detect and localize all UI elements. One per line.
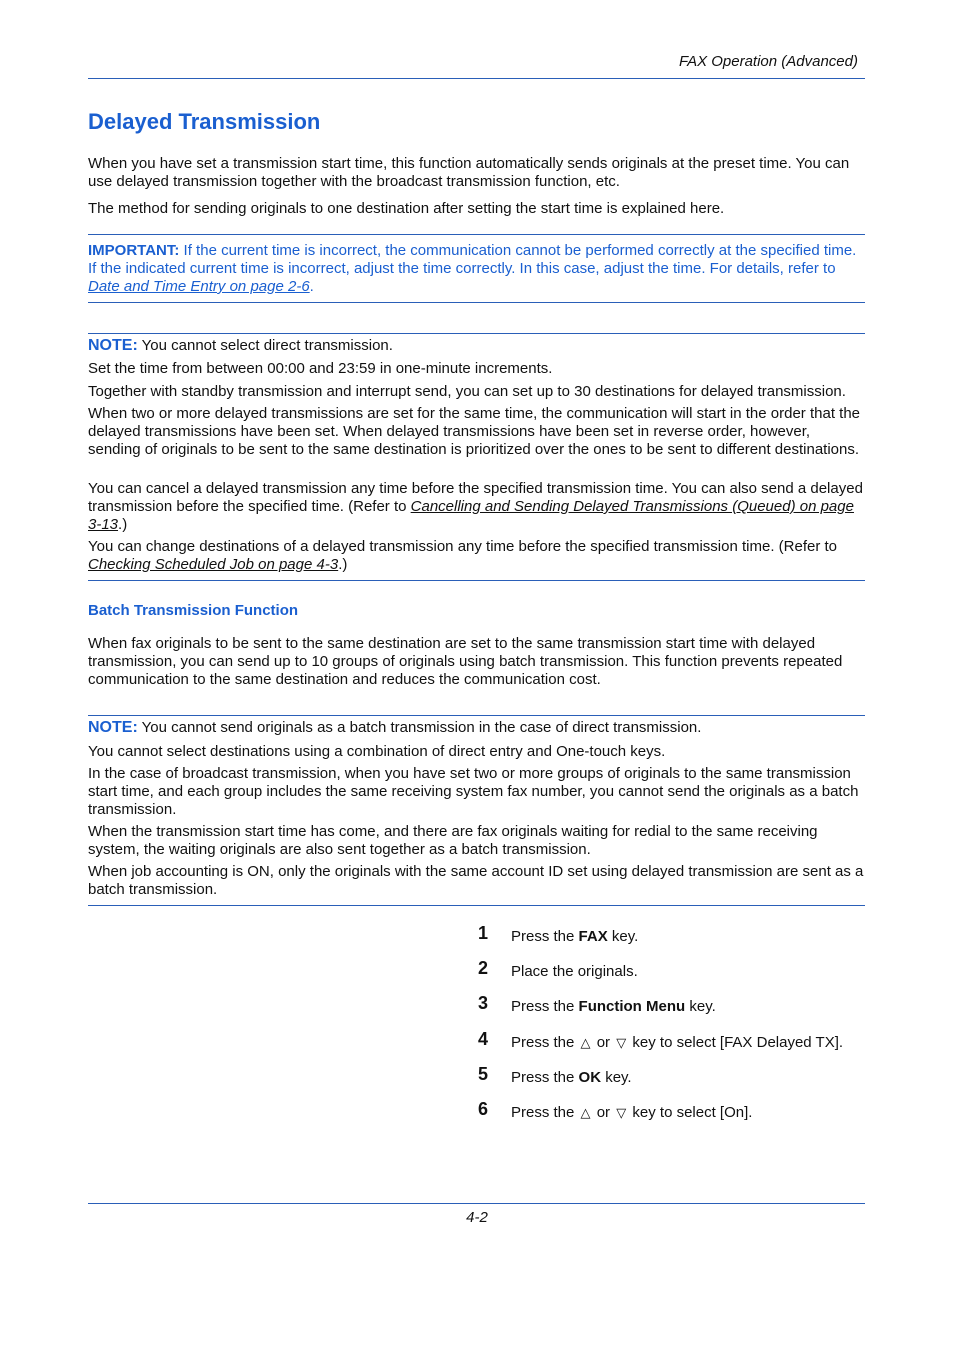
step-2 (478, 958, 878, 983)
step-text: Press the FAX key. (511, 928, 639, 945)
ok-key-label: OK (578, 1069, 602, 1086)
intro-paragraph-1: When you have set a transmission start time, this function automatically sends originals at the preset time. You can use delayed transmission together with the broadcast transmission function, etc. (88, 155, 850, 190)
step-number: 3 (478, 993, 489, 1013)
batch-paragraph: When fax originals to be sent to the same destination are set to the same transmission start time with delayed transmission, you can send up to 10 groups of originals using batch transmission. This function prevents repeated communication to the same destination and reduces the communication cost. (88, 635, 843, 688)
page-number: 4-2 (466, 1209, 488, 1226)
step-text: Press the Function Menu key. (511, 998, 716, 1015)
running-header: FAX Operation (Advanced) (679, 53, 858, 70)
note1-paragraph-3: Together with standby transmission and interrupt send, you can set up to 30 destinations for delayed transmission. (88, 383, 846, 400)
up-arrow-icon: △ (580, 1035, 591, 1050)
footer-rule (88, 1203, 865, 1204)
fax-key-label: FAX (578, 928, 608, 945)
note2-paragraph-2: You cannot select destinations using a combination of direct entry and One-touch keys. (88, 743, 666, 760)
step-6 (478, 1099, 878, 1124)
intro-paragraph-2: The method for sending originals to one destination after setting the start time is explained here. (88, 200, 725, 217)
step-text: Place the originals. (511, 963, 638, 980)
step-number: 5 (478, 1064, 489, 1084)
important-top-rule (88, 234, 865, 235)
down-arrow-icon: ▽ (616, 1035, 627, 1050)
note2-label: NOTE: (88, 719, 138, 736)
header-rule (88, 78, 865, 79)
step-text: Press the △ or ▽ key to select [On]. (511, 1104, 753, 1121)
note2-bottom-rule (88, 905, 865, 906)
page-title: Delayed Transmission (88, 109, 321, 134)
cancelling-delayed-link[interactable]: Cancelling and Sending Delayed Transmissions (Queued) on page 3-13 (88, 498, 854, 533)
important-notice: IMPORTANT: If the current time is incorrect, the communication cannot be performed correctly at the specified time. If the indicated current time is incorrect, adjust the time correctly. In this case, adjust the time. For details, refer to Date and Time Entry on page 2-6. (88, 242, 857, 295)
checking-scheduled-link[interactable]: Checking Scheduled Job on page 4-3 (88, 556, 339, 573)
note2-top-rule (88, 715, 865, 716)
note1-bottom-rule (88, 580, 865, 581)
note1-top-rule (88, 333, 865, 334)
step-text: Press the OK key. (511, 1069, 632, 1086)
step-1 (478, 923, 878, 948)
function-menu-key-label: Function Menu (578, 998, 686, 1015)
step-number: 6 (478, 1099, 489, 1119)
step-number: 1 (478, 923, 489, 943)
note2-paragraph-5: When job accounting is ON, only the originals with the same account ID set using delayed transmission are sent as a batch transmission. (88, 863, 864, 898)
note2-paragraph-4: When the transmission start time has come, and there are fax originals waiting for redial to the same receiving system, the waiting originals are also sent together as a batch transmission. (88, 823, 818, 858)
step-number: 2 (478, 958, 489, 978)
important-bottom-rule (88, 302, 865, 303)
date-time-entry-link[interactable]: Date and Time Entry on page 2-6 (88, 278, 310, 295)
note1-paragraph-5: You can cancel a delayed transmission any time before the specified transmission time. You can also send a delayed transmission before the specified time. (Refer to Cancelling and Sending Delayed Transmissions (Queued) on page 3-13.) (88, 480, 863, 533)
step-number: 4 (478, 1029, 489, 1049)
step-4 (478, 1029, 878, 1054)
note2-first-line: NOTE: You cannot send originals as a batch transmission in the case of direct transmission. (88, 719, 702, 736)
step-3 (478, 993, 878, 1018)
step-text: Press the △ or ▽ key to select [FAX Delayed TX]. (511, 1034, 844, 1051)
batch-heading: Batch Transmission Function (88, 602, 299, 619)
note1-paragraph-4: When two or more delayed transmissions are set for the same time, the communication will start in the order that the delayed transmissions have been set. When delayed transmissions have been set in reverse order, however, sending of originals to be sent to the same destination is prioritized over the ones to be sent to different destinations. (88, 405, 861, 458)
important-text: If the current time is incorrect, the communication cannot be performed correctly at the specified time. If the indicated current time is incorrect, adjust the time correctly. In this case, adjust the time. For details, refer to (88, 242, 857, 277)
note1-paragraph-2: Set the time from between 00:00 and 23:59 in one-minute increments. (88, 360, 553, 377)
note1-first-line: NOTE: You cannot select direct transmission. (88, 337, 393, 354)
important-label: IMPORTANT: (88, 242, 180, 259)
up-arrow-icon: △ (580, 1105, 591, 1120)
note1-paragraph-6: You can change destinations of a delayed transmission any time before the specified transmission time. (Refer to Checking Scheduled Job on page 4-3.) (88, 538, 838, 573)
note2-paragraph-3: In the case of broadcast transmission, when you have set two or more groups of originals to the same transmission start time, and each group includes the same receiving system fax number, you cannot send the originals as a batch transmission. (88, 765, 859, 818)
note1-label: NOTE: (88, 337, 138, 354)
step-5 (478, 1064, 878, 1089)
down-arrow-icon: ▽ (616, 1105, 627, 1120)
